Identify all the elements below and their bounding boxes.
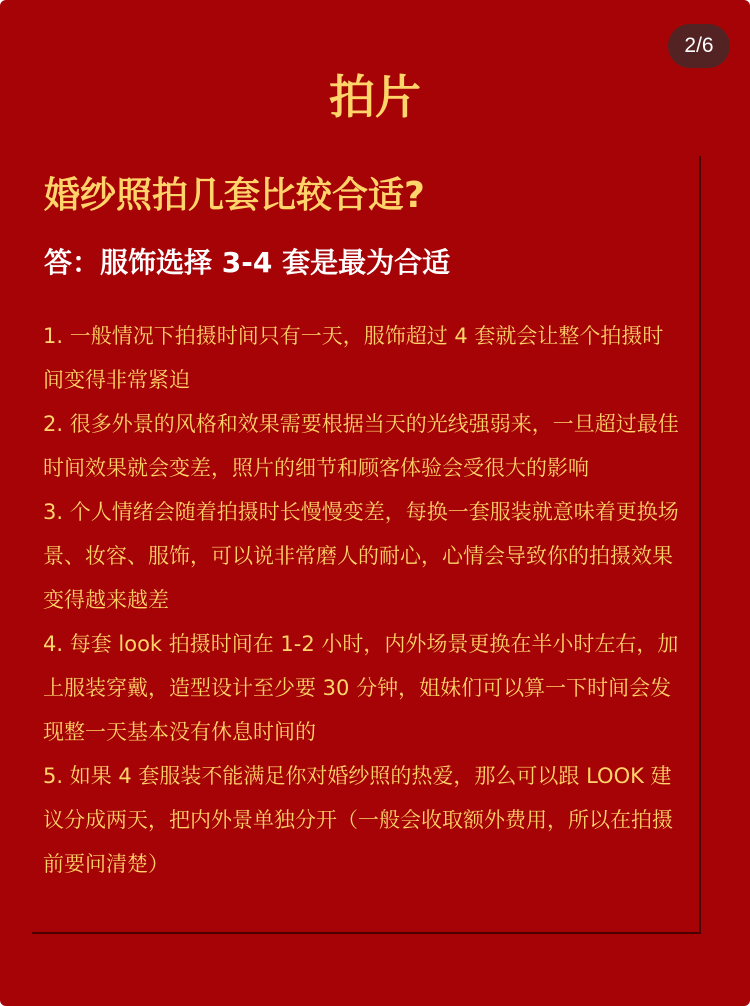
reasons-list <box>43 314 683 886</box>
list-item-2: 2. 很多外景的风格和效果需要根据当天的光线强弱来，一旦超过最佳时间效果就会变差，照片的细节和顾客体验会受很大的影响 <box>43 412 679 480</box>
list-item-5: 5. 如果 4 套服装不能满足你对婚纱照的热爱，那么可以跟 LOOK 建议分成两天，把内外景单独分开（一般会收取额外费用，所以在拍摄前要问清楚） <box>43 764 673 876</box>
answer-heading: 答：服饰选择 3-4 套是最为合适 <box>44 246 451 279</box>
page-counter-badge: 2/6 <box>668 24 730 68</box>
list-item-1: 1. 一般情况下拍摄时间只有一天，服饰超过 4 套就会让整个拍摄时间变得非常紧迫 <box>43 324 664 392</box>
question-heading: 婚纱照拍几套比较合适? <box>44 175 425 216</box>
page-title: 拍片 <box>329 70 421 124</box>
content-card <box>32 156 701 934</box>
list-item-4: 4. 每套 look 拍摄时间在 1-2 小时，内外场景更换在半小时左右，加上服装穿戴，造型设计至少要 30 分钟，姐妹们可以算一下时间会发现整一天基本没有休息时间的 <box>43 632 679 744</box>
list-item-3: 3. 个人情绪会随着拍摄时长慢慢变差，每换一套服装就意味着更换场景、妆容、服饰，可以说非常磨人的耐心，心情会导致你的拍摄效果变得越来越差 <box>43 500 679 612</box>
